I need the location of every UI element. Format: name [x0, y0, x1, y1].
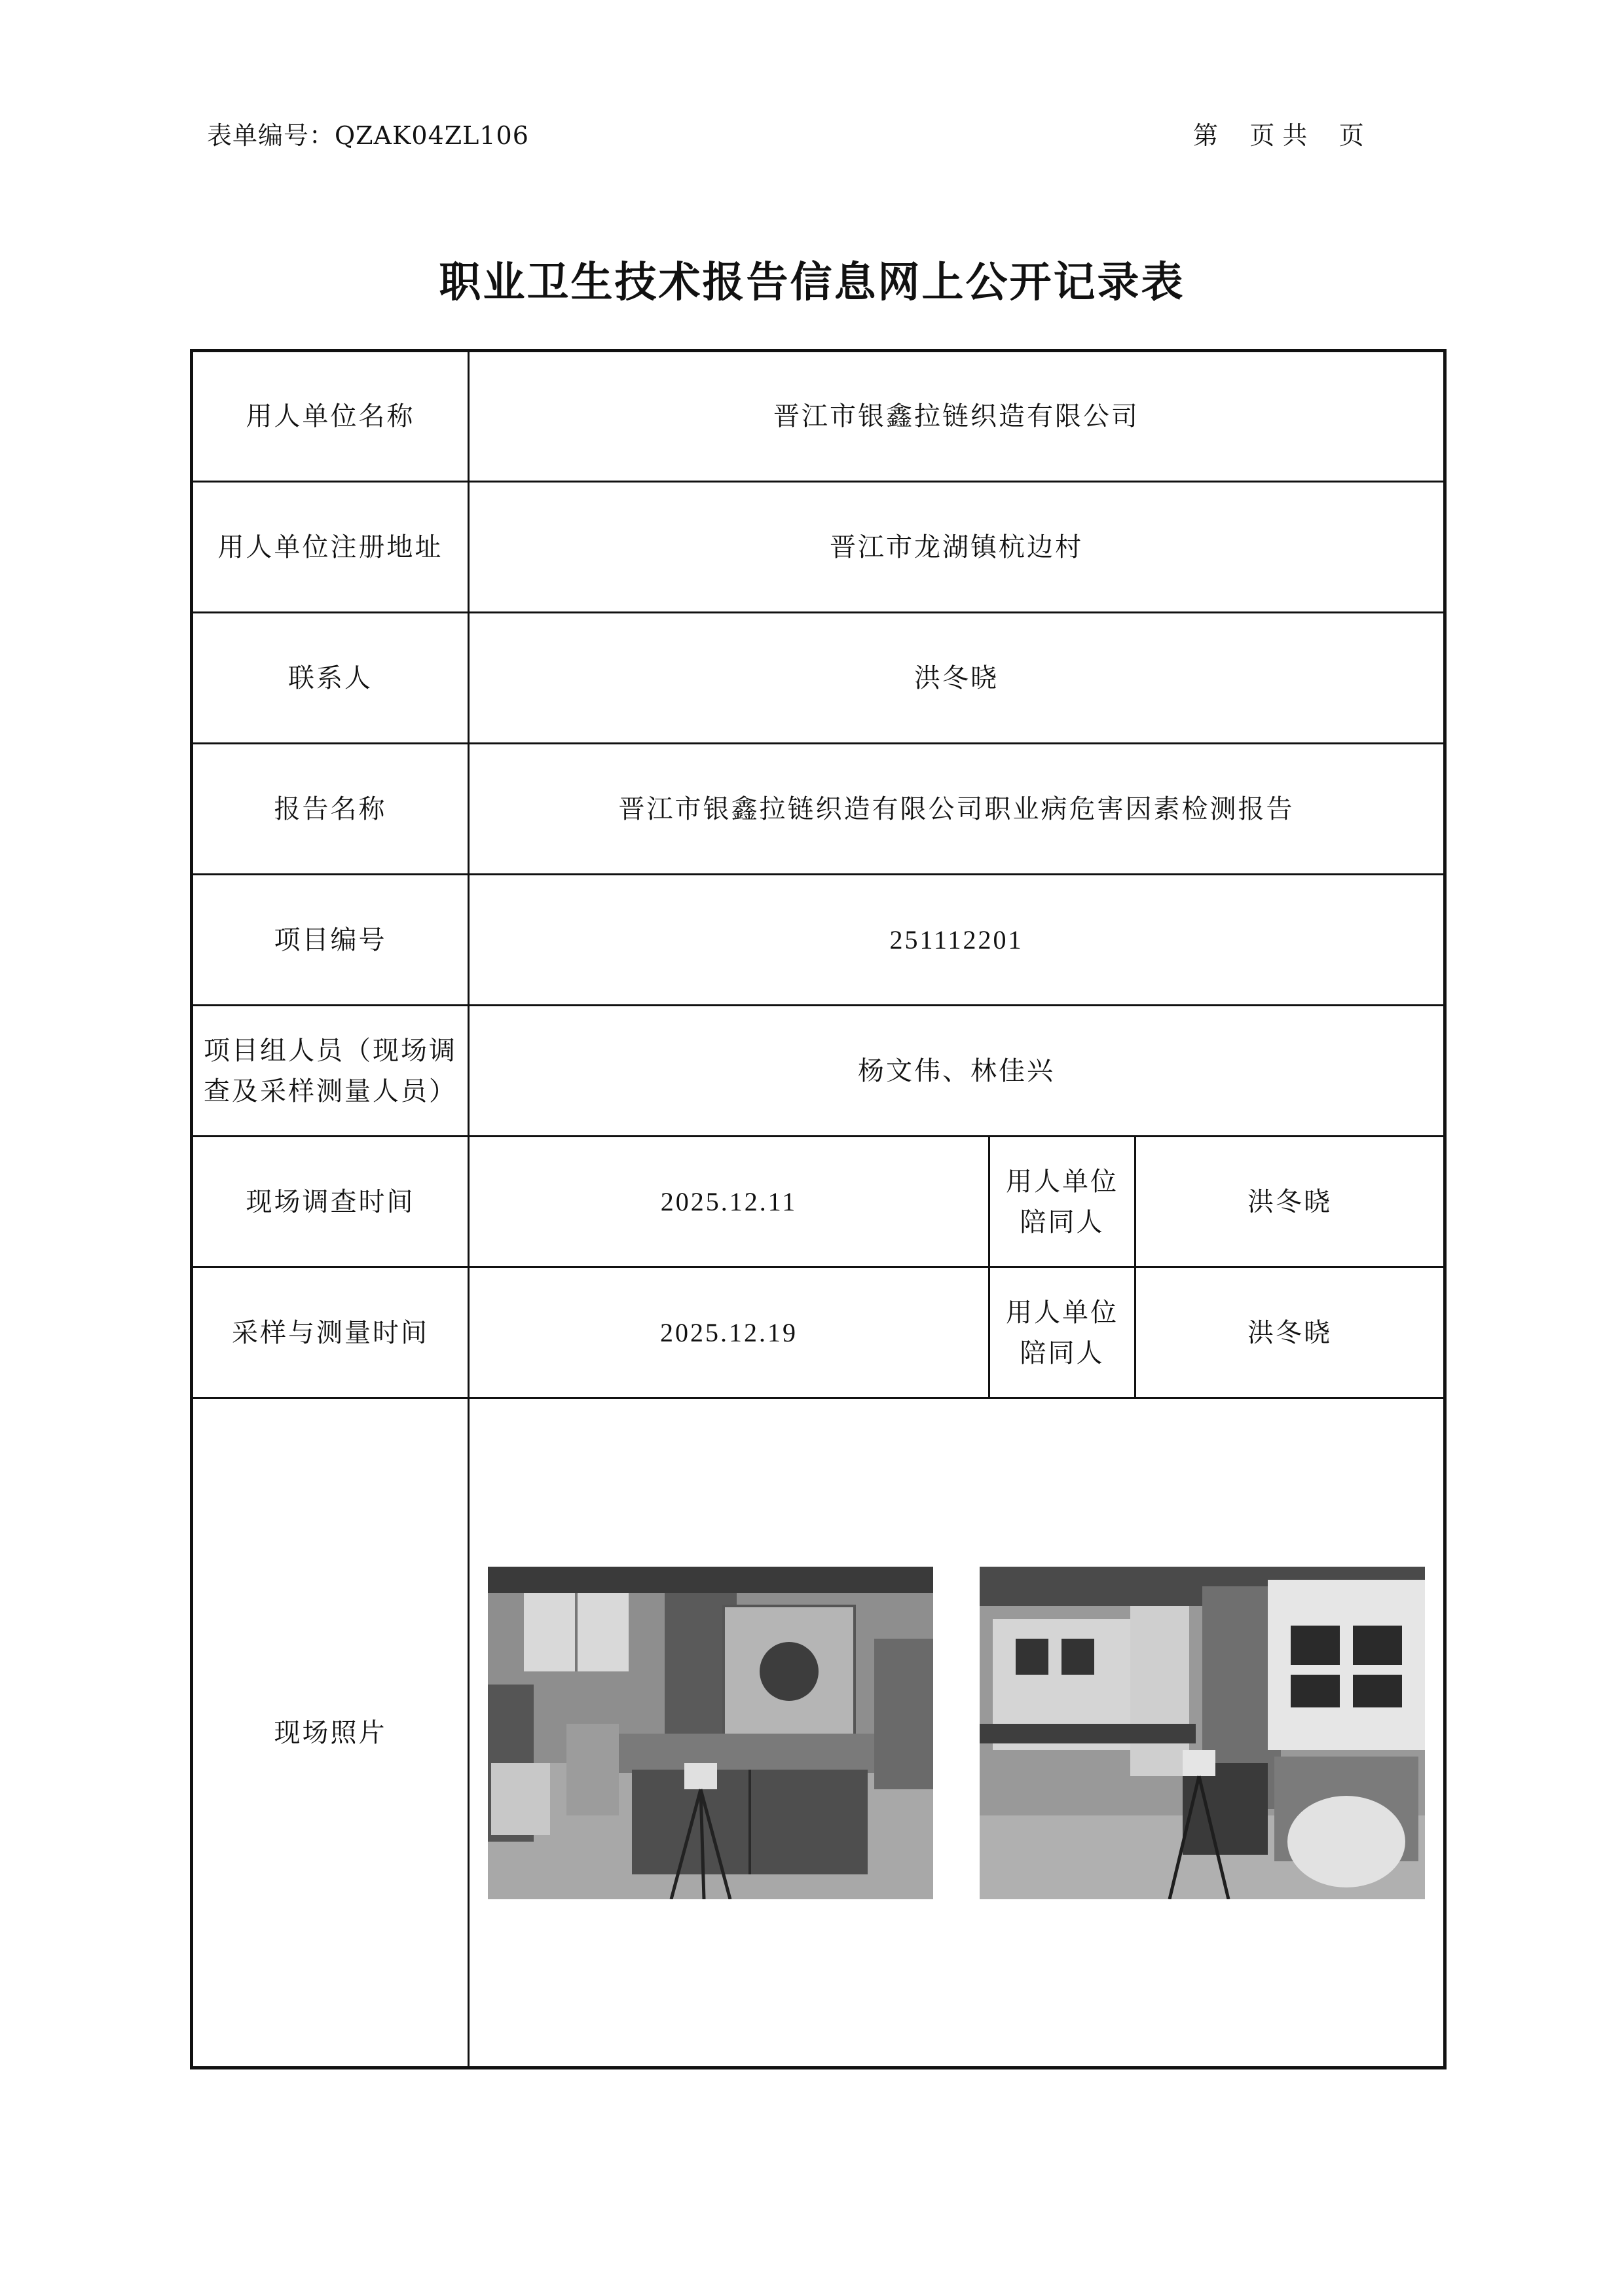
label-project-number: 项目编号: [192, 875, 469, 1006]
value-report-name: 晋江市银鑫拉链织造有限公司职业病危害因素检测报告: [469, 744, 1445, 875]
label-contact: 联系人: [192, 613, 469, 744]
row-survey-time: [192, 1137, 1445, 1267]
value-employer-address: 晋江市龙湖镇杭边村: [469, 482, 1445, 613]
value-team-members: 杨文伟、林佳兴: [469, 1006, 1445, 1137]
label-survey-time: 现场调查时间: [192, 1137, 469, 1267]
row-team-members: [192, 1006, 1445, 1137]
row-photos: [192, 1398, 1445, 2068]
label-employer-name: 用人单位名称: [192, 351, 469, 482]
label-team-members: 项目组人员（现场调查及采样测量人员）: [192, 1006, 469, 1137]
row-contact: [192, 613, 1445, 744]
page-info: 第 页 共 页: [1193, 121, 1364, 150]
row-sampling-time: [192, 1267, 1445, 1398]
value-project-number: 251112201: [469, 875, 1445, 1006]
site-photo-2-image: [980, 1567, 1425, 1899]
row-employer-name: [192, 351, 1445, 482]
value-sampling-time: 2025.12.19: [469, 1267, 989, 1398]
row-employer-address: [192, 482, 1445, 613]
label-photos: 现场照片: [192, 1398, 469, 2068]
label-survey-companion: 用人单位陪同人: [989, 1137, 1135, 1267]
value-survey-time: 2025.12.11: [469, 1137, 989, 1267]
site-photo-1: [488, 1567, 933, 1899]
photos-cell: [469, 1398, 1445, 2068]
row-report-name: [192, 744, 1445, 875]
label-sampling-companion: 用人单位陪同人: [989, 1267, 1135, 1398]
site-photo-1-image: [488, 1567, 933, 1899]
record-table: [190, 349, 1447, 2069]
value-contact: 洪冬晓: [469, 613, 1445, 744]
value-sampling-companion: 洪冬晓: [1135, 1267, 1445, 1398]
site-photo-2: [980, 1567, 1425, 1899]
label-employer-address: 用人单位注册地址: [192, 482, 469, 613]
value-survey-companion: 洪冬晓: [1135, 1137, 1445, 1267]
label-report-name: 报告名称: [192, 744, 469, 875]
label-sampling-time: 采样与测量时间: [192, 1267, 469, 1398]
form-number: 表单编号：QZAK04ZL106: [207, 121, 529, 150]
value-employer-name: 晋江市银鑫拉链织造有限公司: [469, 351, 1445, 482]
page-title: 职业卫生技术报告信息网上公开记录表: [439, 258, 1185, 307]
row-project-number: [192, 875, 1445, 1006]
